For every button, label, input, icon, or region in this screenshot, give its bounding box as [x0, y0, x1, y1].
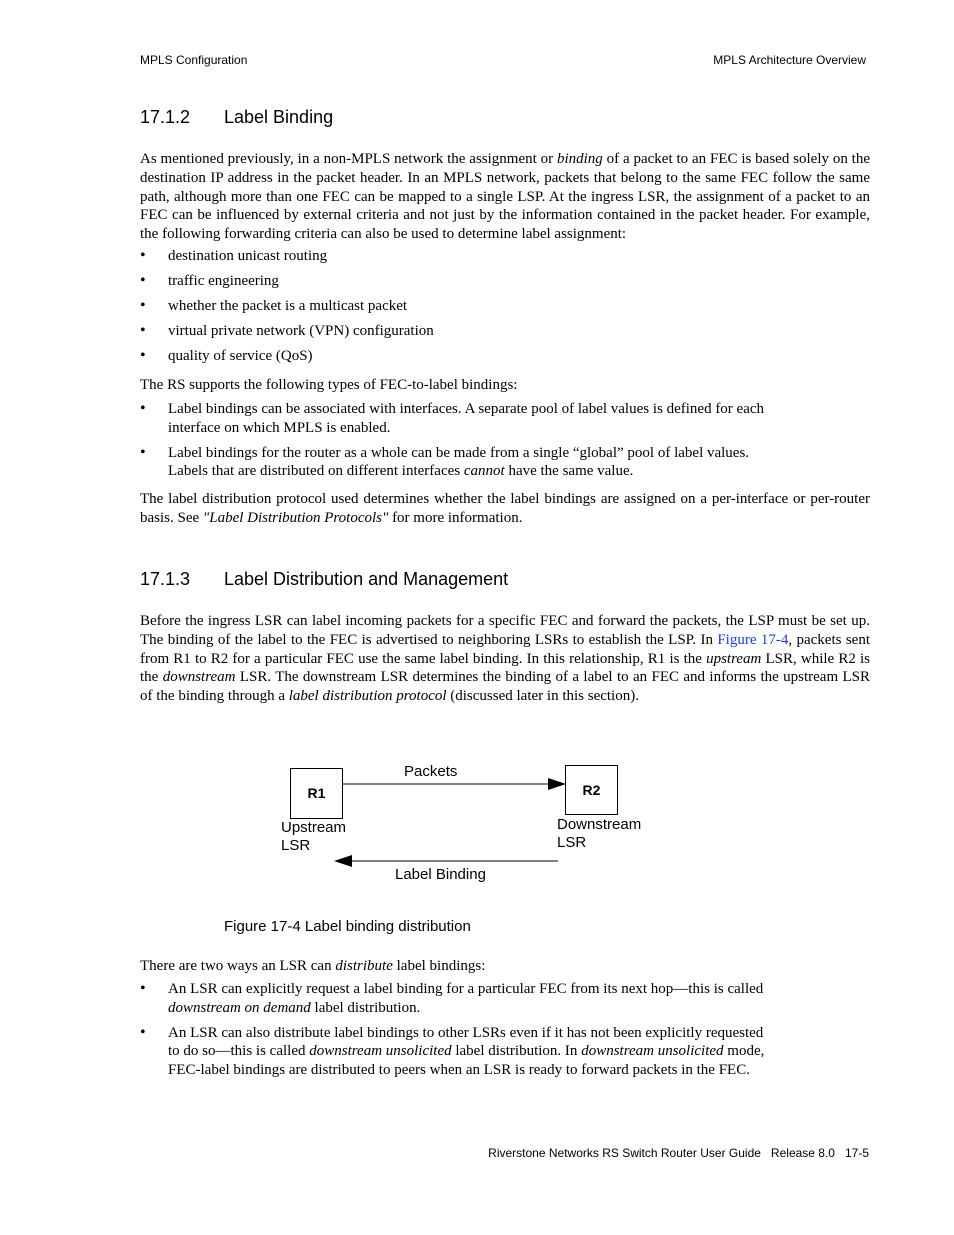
section-title: Label Distribution and Management — [224, 569, 509, 589]
running-header-left: MPLS Configuration — [140, 53, 248, 67]
binding-types-intro: The RS supports the following types of FEC-to-label bindings: — [140, 377, 518, 393]
distribution-ways-intro: There are two ways an LSR can distribute label bindings: — [140, 958, 486, 974]
figure-caption: Figure 17-4 Label binding distribution — [224, 918, 471, 935]
protocol-paragraph: The label distribution protocol used determines whether the label bindings are assigned on a per-interface or per-router basis. See "Label Distribution Protocols" for more information. — [140, 491, 870, 526]
upstream-label-line1: Upstream — [281, 819, 347, 836]
running-header-right: MPLS Architecture Overview — [713, 53, 866, 67]
packets-arrow-head-icon — [548, 778, 566, 790]
label-distribution-paragraph: Before the ingress LSR can label incoming packets for a specific FEC and forward the packets, the LSP must be set up. The binding of the label to the FEC is advertised to neighboring LSRs to establish the LSP. In Figure 17-4, packets sent from R1 to R2 for a particular FEC use the same label binding. In this relationship, R1 is the upstream LSR, while R2 is the downstream LSR. The downstream LSR determines the binding of a label to an FEC and informs the upstream LSR of the binding through a label distribution protocol (discussed later in this section). — [140, 613, 870, 705]
r1-label: R1 — [307, 785, 326, 801]
figure-link[interactable]: Figure 17-4 — [717, 631, 789, 648]
list-item: • Label bindings for the router as a whole can be made from a single “global” pool of label values. Labels that are distributed on different interfaces cannot have the same value. — [140, 444, 870, 482]
section-number: 17.1.2 — [140, 107, 191, 127]
list-item: • An LSR can explicitly request a label binding for a particular FEC from its next hop—this is called downstream on demand label distribution. — [140, 980, 870, 1018]
label-binding-arrow-head-icon — [334, 855, 352, 867]
list-item: • whether the packet is a multicast packet — [140, 297, 870, 316]
upstream-label-line2: LSR — [281, 837, 311, 854]
downstream-label-line2: LSR — [557, 834, 587, 851]
section-number: 17.1.3 — [140, 569, 191, 589]
section-title: Label Binding — [224, 107, 334, 127]
packets-label: Packets — [404, 763, 458, 780]
distribution-ways-list — [140, 980, 870, 1086]
r2-label: R2 — [582, 782, 601, 798]
list-item: • Label bindings can be associated with interfaces. A separate pool of label values is defined for each interface on which MPLS is enabled. — [140, 400, 870, 438]
downstream-label-line1: Downstream — [557, 816, 642, 833]
label-binding-label: Label Binding — [395, 866, 486, 883]
list-item: • An LSR can also distribute label bindings to other LSRs even if it has not been explicitly requested to do so—this is called downstream unsolicited label distribution. In downstream unsolicited mode, FEC-label bindings are distributed to peers when an LSR is ready to forward packets in the FEC. — [140, 1024, 870, 1080]
label-binding-intro-paragraph: As mentioned previously, in a non-MPLS network the assignment or binding of a packet to an FEC is based solely on the destination IP address in the packet header. In an MPLS network, packets that belong to the same FEC follow the same path, although more than one FEC can be mapped to a single LSP. At the ingress LSR, the assignment of a packet to an FEC can be influenced by external criteria and not just by the information contained in the packet header. For example, the following forwarding criteria can also be used to determine label assignment: — [140, 151, 870, 243]
list-item: • quality of service (QoS) — [140, 347, 870, 366]
list-item: • destination unicast routing — [140, 247, 870, 266]
list-item: • traffic engineering — [140, 272, 870, 291]
cross-reference-link[interactable]: "Label Distribution Protocols" — [202, 509, 389, 526]
page-footer: Riverstone Networks RS Switch Router User Guide Release 8.0 17-5 — [488, 1146, 869, 1160]
list-item: • virtual private network (VPN) configuration — [140, 322, 870, 341]
